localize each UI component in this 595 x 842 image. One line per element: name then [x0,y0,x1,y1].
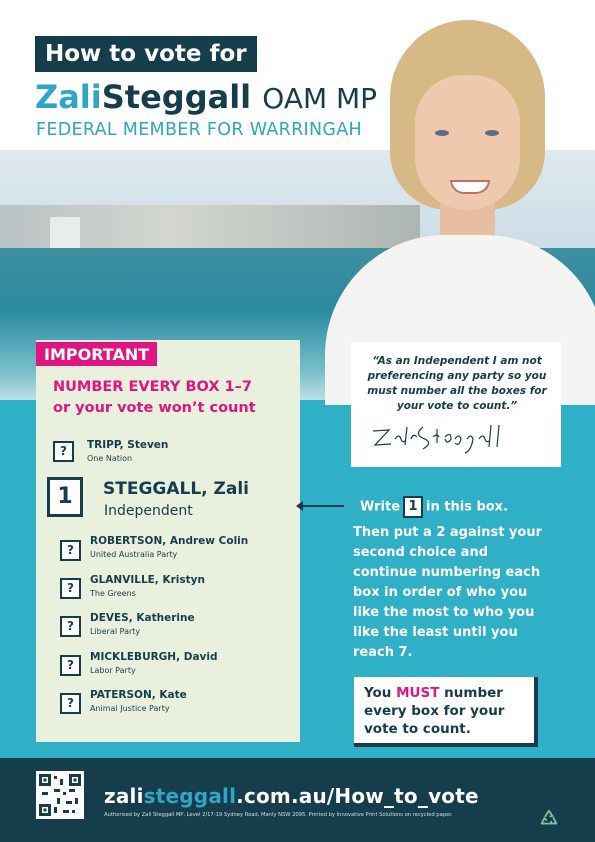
candidate-party: The Greens [90,589,136,598]
candidate-party: Labor Party [90,666,136,675]
portrait-eye [485,130,499,136]
numbering-instructions: Then put a 2 against your second choice and continue numbering each box in order of who you like the most to who you like the least until you reach 7. [353,525,543,660]
ballot-box: ? [60,616,81,637]
arrowhead-icon [296,501,303,511]
candidate-name: ROBERTSON, Andrew Colin [90,535,249,547]
first-name: Zali [35,78,102,116]
vote-wont-count-text: or your vote won’t count [53,400,256,416]
must-text-start: You [364,685,392,701]
last-name: Steggall [101,78,252,116]
url-suffix: .com.au/How_to_vote [236,784,479,808]
candidate-party: Independent [104,503,193,519]
recycle-icon [538,808,560,830]
candidate-title [35,78,377,116]
post-nominals: OAM MP [262,82,378,115]
how-to-vote-heading: How to vote for [35,36,257,72]
number-one-box: 1 [403,496,423,518]
ballot-box-first-preference: 1 [47,477,83,517]
must-text-end: number every box for your vote to count. [364,685,505,737]
important-badge: IMPORTANT [36,342,157,366]
authorisation-statement: Authorised by Zali Steggall MP, Level 2/17-19 Sydney Road, Manly NSW 2095. Printed by Innovative Print Solutions on recycled paper. [104,812,453,818]
ballot-box: ? [53,441,74,462]
candidate-party: Liberal Party [90,627,141,636]
ballot-box: ? [60,693,81,714]
candidate-name: PATERSON, Kate [90,689,187,701]
website-link[interactable] [104,784,479,808]
quote-text: “As an Independent I am not preferencing any party so you must number all the boxes for your vote to count.” [367,355,547,412]
url-prefix: zali [104,784,144,808]
role-subtitle: FEDERAL MEMBER FOR WARRINGAH [36,120,362,140]
signature-image [367,419,527,457]
ballot-box: ? [60,540,81,561]
write-text-end: in this box. [426,499,509,515]
arrow-left-icon [300,505,344,507]
candidate-party: One Nation [87,454,133,463]
candidate-name: STEGGALL, Zali [103,479,250,499]
candidate-party: Animal Justice Party [90,704,170,713]
candidate-name: MICKLEBURGH, David [90,651,218,663]
candidate-name: TRIPP, Steven [87,439,169,451]
number-every-box-text: NUMBER EVERY BOX 1–7 [53,379,252,395]
candidate-name: DEVES, Katherine [90,612,195,624]
qr-code-icon [36,771,84,819]
portrait-eye [435,130,449,136]
write-text: Write [360,499,401,515]
candidate-party: United Australia Party [90,550,178,559]
url-highlight: steggall [143,784,237,808]
must-emphasis: MUST [396,685,440,701]
candidate-name: GLANVILLE, Kristyn [90,574,205,586]
ballot-box: ? [60,578,81,599]
must-number-text [364,684,534,738]
write-one-instruction [360,496,508,518]
candidate-portrait [300,0,595,400]
ballot-box: ? [60,655,81,676]
